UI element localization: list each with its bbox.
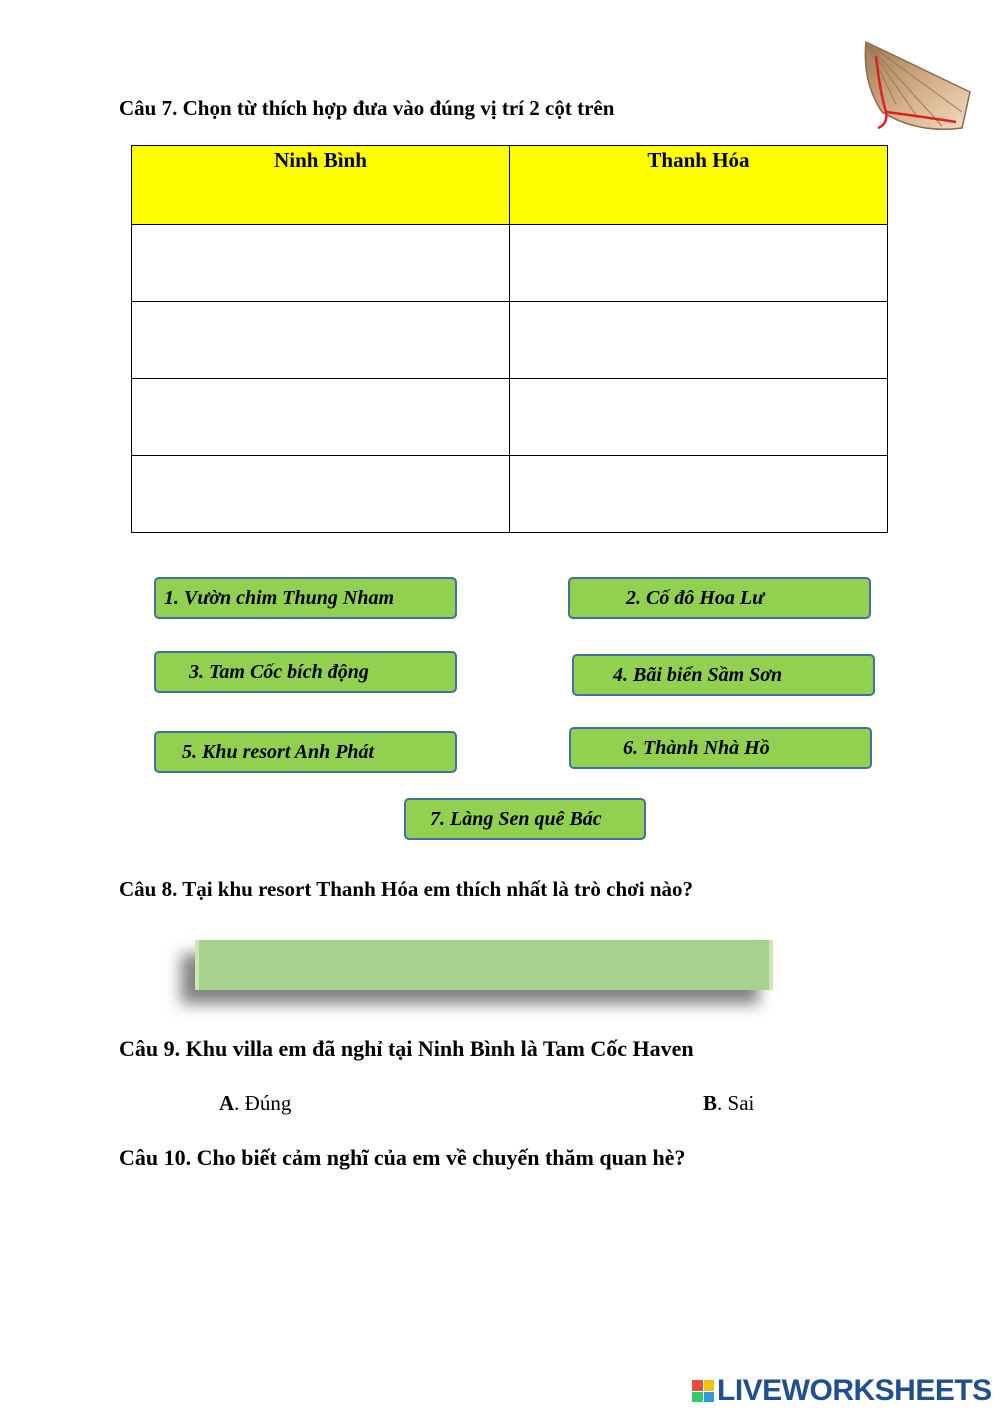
drop-cell-thanh-hoa-3[interactable] bbox=[510, 379, 888, 456]
q8-title: Câu 8. Tại khu resort Thanh Hóa em thích nhất là trò chơi nào? bbox=[119, 877, 694, 901]
chip-label: 2. Cố đô Hoa Lư bbox=[626, 586, 765, 609]
option-text: . Đúng bbox=[234, 1091, 292, 1115]
logo-text: LIVEWORKSHEETS bbox=[717, 1374, 992, 1407]
drop-cell-ninh-binh-3[interactable] bbox=[132, 379, 510, 456]
q9-text: . Khu villa em đã nghỉ tại Ninh Bình là Tam Cốc Haven bbox=[174, 1036, 694, 1061]
drag-chip-3[interactable] bbox=[154, 651, 457, 693]
drop-cell-ninh-binh-1[interactable] bbox=[132, 225, 510, 302]
conical-hat-icon bbox=[858, 32, 974, 136]
liveworksheets-logo-icon bbox=[692, 1380, 714, 1402]
option-text: . Sai bbox=[717, 1091, 755, 1115]
drop-cell-thanh-hoa-4[interactable] bbox=[510, 456, 888, 533]
chip-label: 6. Thành Nhà Hồ bbox=[623, 736, 770, 759]
option-letter: B bbox=[703, 1091, 718, 1115]
option-letter: A bbox=[219, 1091, 235, 1115]
drag-chip-2[interactable] bbox=[568, 577, 871, 619]
q9-label: Câu 9 bbox=[119, 1036, 175, 1061]
drop-cell-thanh-hoa-1[interactable] bbox=[510, 225, 888, 302]
drag-chip-4[interactable] bbox=[572, 654, 875, 696]
drag-chip-5[interactable] bbox=[154, 731, 457, 773]
q9-option-a[interactable] bbox=[219, 1091, 291, 1116]
drop-cell-ninh-binh-4[interactable] bbox=[132, 456, 510, 533]
q8-answer-input[interactable] bbox=[195, 940, 773, 990]
drag-chip-7[interactable] bbox=[404, 798, 646, 840]
chip-label: 7. Làng Sen quê Bác bbox=[430, 807, 602, 830]
q7-title: Câu 7. Chọn từ thích hợp đưa vào đúng vị trí 2 cột trên bbox=[119, 96, 615, 120]
drag-chip-1[interactable] bbox=[154, 577, 457, 619]
drop-cell-thanh-hoa-2[interactable] bbox=[510, 302, 888, 379]
q9-option-b[interactable] bbox=[703, 1091, 754, 1116]
chip-label: 4. Bãi biển Sầm Sơn bbox=[613, 663, 783, 686]
chip-label: 3. Tam Cốc bích động bbox=[189, 660, 369, 683]
column-header-thanh-hoa: Thanh Hóa bbox=[510, 146, 888, 225]
drag-chip-6[interactable] bbox=[569, 727, 872, 769]
chip-label: 1. Vườn chim Thung Nham bbox=[164, 586, 394, 609]
q10-title: Câu 10. Cho biết cảm nghĩ của em về chuyến thăm quan hè? bbox=[119, 1145, 686, 1170]
q9-title bbox=[119, 1036, 694, 1062]
drop-cell-ninh-binh-2[interactable] bbox=[132, 302, 510, 379]
chip-label: 5. Khu resort Anh Phát bbox=[182, 740, 375, 763]
liveworksheets-logo bbox=[692, 1374, 992, 1408]
sorting-table bbox=[131, 145, 888, 533]
column-header-ninh-binh: Ninh Bình bbox=[132, 146, 510, 225]
